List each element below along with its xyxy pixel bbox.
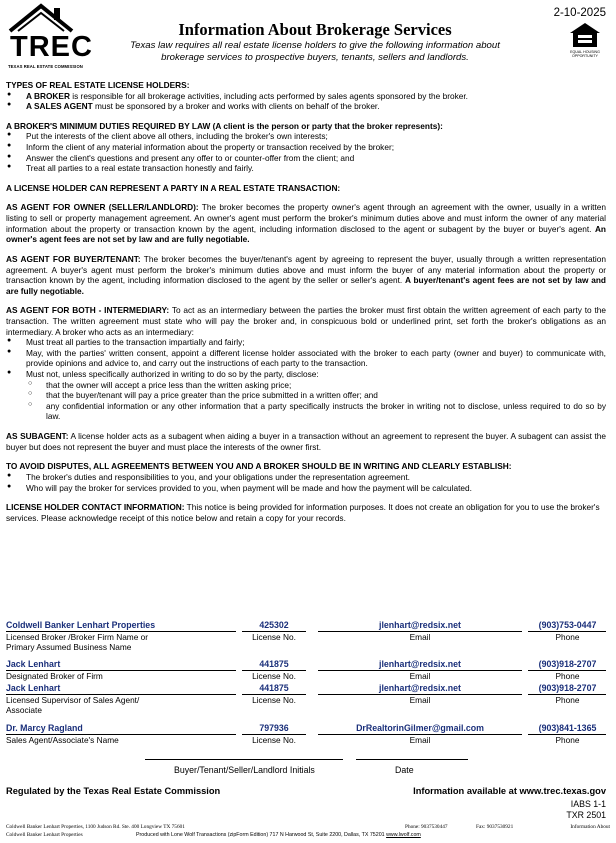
name-label: Licensed Supervisor of Sales Agent/ Associate [6, 695, 140, 716]
intermediary-section: AS AGENT FOR BOTH - INTERMEDIARY: To act as an intermediary between the parties the broker must first obtain the written agreement of each party to the transaction. The written agreement must state who will pay the broker and, in conspicuous bold or underlined print, set forth the broker's obligations as an intermediary. A broker who acts as an intermediary: ● Must treat all parties to the transaction impartially and fairly; ● May, with the parties' written consent, appoint a different license holder associated with the broker to each party (owner and buyer) to communicate with, provide opinions and advice to, and carry out the instructions of each party to the transaction. ● Must not, unless specifically authorized in writing to do so by the party, disclose: ○ that the owner will accept a price less than the written asking price; ○ that the buyer/tenant will pay a price greater than the price submitted in a written offer; and ○ any confidential information or any other information that a party specifically instructs the broker in writing not to disclose, unless required to do so by law. [6, 305, 606, 422]
list-item: ● Who will pay the broker for services provided to you, when payment will be made and how the payment will be calculated. [6, 483, 606, 494]
name-label: Licensed Broker /Broker Firm Name or Primary Assumed Business Name [6, 632, 149, 653]
list-item: ● The broker's duties and responsibilities to you, and your obligations under the representation agreement. [6, 472, 606, 483]
name-value[interactable]: Jack Lenhart [6, 659, 61, 669]
sub-list-item: ○ that the owner will accept a price less than the written asking price; [6, 380, 606, 391]
phone-label: Phone [555, 671, 580, 681]
name-label: Designated Broker of Firm [6, 671, 103, 681]
phone-value[interactable]: (903)841-1365 [538, 723, 597, 733]
phone-value[interactable]: (903)753-0447 [538, 620, 597, 630]
sub-list-item: ○ any confidential information or any other information that a party specifically instructs the broker in writing not to disclose, unless required to do so by law. [6, 401, 606, 422]
document-body [6, 80, 606, 523]
email-value[interactable]: DrRealtorinGilmer@gmail.com [356, 723, 484, 733]
list-item: ● A BROKER is responsible for all brokerage activities, including acts performed by sales agents sponsored by the broker. [6, 91, 606, 102]
license-label: License No. [252, 735, 296, 745]
list-item: ● Put the interests of the client above all others, including the broker's own interests; [6, 131, 606, 142]
license-value[interactable]: 441875 [259, 683, 289, 693]
owner-agent-section: AS AGENT FOR OWNER (SELLER/LANDLORD): The broker becomes the property owner's agent through an agreement with the owner, usually in a written listing to sell or property management agreement. An owner's agent must perform the broker's minimum duties above and must inform the owner of any material information about the property or transaction known by the agent, including information disclosed to the agent or subagent by the buyer or buyer's agent. An owner's agent fees are not set by law and are fully negotiable. [6, 202, 607, 245]
email-value[interactable]: jlenhart@redsix.net [379, 620, 461, 630]
phone-label: Phone [555, 632, 580, 642]
section-term: AS AGENT FOR BUYER/TENANT: [6, 253, 141, 264]
initials-label: Buyer/Tenant/Seller/Landlord Initials [174, 765, 315, 775]
section-term: AS AGENT FOR OWNER (SELLER/LANDLORD): [6, 202, 199, 213]
page-subtitle: Texas law requires all real estate license holders to give the following information about brokerage services to prospective buyers, tenants, sellers and landlords. [130, 40, 500, 63]
license-label: License No. [252, 671, 296, 681]
section-heading: A BROKER'S MINIMUM DUTIES REQUIRED BY LAW (A client is the person or party that the broker represents): [6, 120, 443, 131]
sub-list-item: ○ that the buyer/tenant will pay a price greater than the price submitted in a written offer; and [6, 390, 606, 401]
form-id: IABS 1-1 TXR 2501 [566, 799, 606, 820]
document-page: TREC TEXAS REAL ESTATE COMMISSION 2-10-2025 Information About Brokerage Services Texas law requires all real estate license holders to give the following information about brokerage services to prospective buyers, tenants, sellers and landlords. EQUAL HOUSING OPPORTUNITY TYPES OF REAL ESTATE LICENSE HOLDERS: ● A BROKER is responsible for all brokerage activities, including acts performed by sales agents sponsored by the broker. ● A SALES AGENT must be sponsored by a broker and works with clients on behalf of the broker. A BROKER'S MINIMUM DUTIES REQUIRED BY LAW (A client is the person or party that the broker represents): ● Put the interests of the client above all others, including the broker's own interests; ● Inform the client of any material information about the property or transaction received by the broker; ● Answer the client's questions and present any offer to or counter-offer from the client; and ● Treat all parties to a real estate transaction honestly and fairly. A LICENSE HOLDER CAN REPRESENT A PARTY IN A REAL ESTATE TRANSACTION: AS AGENT FOR OWNER (SELLER/LANDLORD): The broker becomes the property owner's agent through an agreement with the owner, usually in a written listing to sell or property management agreement. An owner's agent must perform the broker's minimum duties above and must inform the owner of any material information about the property or transaction known by the agent, including information disclosed to the agent or subagent by the buyer or buyer's agent. An owner's agent fees are not set by law and are fully negotiable. AS AGENT FOR BUYER/TENANT: The broker becomes the buyer/tenant's agent by agreeing to represent the buyer, usually through a written representation agreement. A buyer's agent must perform the broker's minimum duties above and must inform the buyer of any material information about the property or transaction known by the agent, including information disclosed to the agent by the seller or seller's agent. A buyer/tenant's agent fees are not set by law and are fully negotiable. AS AGENT FOR BOTH - INTERMEDIARY: To act as an intermediary between the parties the broker must first obtain the written agreement of each party to the transaction. The written agreement must state who will pay the broker and, in conspicuous bold or underlined print, set forth the broker's obligations as an intermediary. A broker who acts as an intermediary: ● Must treat all parties to the transaction impartially and fairly; ● May, with the parties' written consent, appoint a different license holder associated with the broker to each party (owner and buyer) to communicate with, provide opinions and advice to, and carry out the instructions of each party to the transaction. ● Must not, unless specifically authorized in writing to do so by the party, disclose: ○ that the owner will accept a price less than the written asking price; ○ that the buyer/tenant will pay a price greater than the price submitted in a written offer; and ○ any confidential information or any other information that a party specifically instructs the broker in writing not to disclose, unless required to do so by law. AS SUBAGENT: A license holder acts as a subagent when aiding a buyer in a transaction without an agreement to represent the buyer. A subagent can assist the buyer but does not represent the buyer and must place the interests of the owner first. TO AVOID DISPUTES, ALL AGREEMENTS BETWEEN YOU AND A BROKER SHOULD BE IN WRITING AND CLEARLY ESTABLISH: ● The broker's duties and responsibilities to you, and your obligations under the representation agreement. ● Who will pay the broker for services provided to you, when payment will be made and how the payment will be calculated. LICENSE HOLDER CONTACT INFORMATION: This notice is being provided for information purposes. It does not create an obligation for you to use the broker's services. Please acknowledge receipt of this notice below and retain a copy for your records. Coldwell Banker Lenhart Properties 425302 jlenhart@redsix.net (903)753-0447 Licensed Broker /Broker Firm Name or Primary Assumed Business Name License No. Email Phone Jack Lenhart 441875 jlenhart@redsix.net (903)918-2707 Designated Broker of Firm License No. Email Phone Jack Lenhart 441875 jlenhart@redsix.net (903)918-2707 Licensed Supervisor of Sales Agent/ Associate License No. Email Phone Dr. Marcy Ragland 797936 DrRealtorinGilmer@gmail.com (903)841-1365 Sales Agent/Associate's Name License No. Email Phone Buyer/Tenant/Seller/Landlord Initials Date Regulated by the Texas Real Estate Commission Information available at www.trec.texas.gov IABS 1-1 TXR 2501 Coldwell Banker Lenhart Properties, 1100 Judson Rd. Ste. 400 Longview TX 75601 Phone: 9037530447 Fax: 9037530921 Information About Coldwell Banker Lenhart Properties Produced with Lone Wolf Transactions (zipForm Edition) 717 N Harwood St, Suite 2200, Dallas, TX 75201 www.lwolf.com [0, 0, 616, 843]
page-title: Information About Brokerage Services [178, 20, 452, 39]
email-label: Email [409, 695, 431, 705]
name-value[interactable]: Jack Lenhart [6, 683, 61, 693]
initials-line[interactable] [145, 759, 343, 760]
name-value[interactable]: Coldwell Banker Lenhart Properties [6, 620, 156, 630]
list-item: ● May, with the parties' written consent, appoint a different license holder associated with the broker to each party (owner and buyer) to communicate with, provide opinions and advice to, and carry out the instructions of each party to the transaction. [6, 348, 606, 369]
name-label: Sales Agent/Associate's Name [6, 735, 119, 745]
date-label: Date [395, 765, 414, 775]
license-value[interactable]: 425302 [259, 620, 289, 630]
email-label: Email [409, 632, 431, 642]
lwolf-link[interactable]: www.lwolf.com [386, 832, 421, 838]
contact-section: LICENSE HOLDER CONTACT INFORMATION: This notice is being provided for information purposes. It does not create an obligation for you to use the broker's services. Please acknowledge receipt of this notice below and retain a copy for your records. [6, 502, 600, 523]
license-label: License No. [252, 632, 296, 642]
list-item: ● Answer the client's questions and present any offer to or counter-offer from the client; and [6, 153, 606, 164]
section-term: LICENSE HOLDER CONTACT INFORMATION: [6, 502, 185, 513]
list-item: ● Must not, unless specifically authorized in writing to do so by the party, disclose: [6, 369, 606, 380]
email-label: Email [409, 671, 431, 681]
list-item: ● Inform the client of any material information about the property or transaction received by the broker; [6, 142, 606, 153]
email-value[interactable]: jlenhart@redsix.net [379, 659, 461, 669]
list-item: ● Treat all parties to a real estate transaction honestly and fairly. [6, 163, 606, 174]
equal-housing-logo: EQUAL HOUSING OPPORTUNITY [562, 20, 608, 64]
represent-section [6, 183, 606, 194]
license-value[interactable]: 797936 [259, 723, 289, 733]
email-value[interactable]: jlenhart@redsix.net [379, 683, 461, 693]
name-value[interactable]: Dr. Marcy Ragland [6, 723, 83, 733]
equal-housing-icon [562, 20, 608, 50]
section-term: AS SUBAGENT: [6, 431, 69, 442]
license-label: License No. [252, 695, 296, 705]
section-heading: A LICENSE HOLDER CAN REPRESENT A PARTY IN A REAL ESTATE TRANSACTION: [6, 182, 341, 193]
minimum-duties-section [6, 121, 606, 174]
buyer-agent-section: AS AGENT FOR BUYER/TENANT: The broker becomes the buyer/tenant's agent by agreeing to represent the buyer, usually through a written representation agreement. A buyer's agent must perform the broker's minimum duties above and must inform the buyer of any material information about the property or transaction known by the agent, including information disclosed to the agent by the seller or seller's agent. A buyer/tenant's agent fees are not set by law and are fully negotiable. [6, 253, 606, 296]
date-line[interactable] [356, 759, 468, 760]
section-term: AS AGENT FOR BOTH - INTERMEDIARY: [6, 305, 170, 316]
info-available: Information available at www.trec.texas.gov [413, 786, 606, 796]
logo-text: TREC [10, 31, 93, 63]
logo-subtext: TEXAS REAL ESTATE COMMISSION [8, 64, 83, 69]
phone-value[interactable]: (903)918-2707 [538, 659, 597, 669]
email-label: Email [409, 735, 431, 745]
subagent-section: AS SUBAGENT: A license holder acts as a subagent when aiding a buyer in a transaction without an agreement to represent the buyer. A subagent can assist the buyer but does not represent the buyer and must place the interests of the owner first. [6, 431, 606, 452]
phone-label: Phone [555, 735, 580, 745]
list-item: ● A SALES AGENT must be sponsored by a broker and works with clients on behalf of the broker. [6, 101, 606, 112]
section-heading: TYPES OF REAL ESTATE LICENSE HOLDERS: [6, 80, 190, 90]
regulated-by: Regulated by the Texas Real Estate Commission [6, 786, 221, 796]
license-value[interactable]: 441875 [259, 659, 289, 669]
phone-label: Phone [555, 695, 580, 705]
phone-value[interactable]: (903)918-2707 [538, 683, 597, 693]
trec-logo [6, 3, 93, 73]
section-heading: TO AVOID DISPUTES, ALL AGREEMENTS BETWEEN YOU AND A BROKER SHOULD BE IN WRITING AND CLEARLY ESTABLISH: [6, 461, 512, 472]
form-date: 2-10-2025 [553, 7, 606, 19]
license-types-section [6, 80, 606, 112]
disputes-section [6, 461, 606, 493]
list-item: ● Must treat all parties to the transaction impartially and fairly; [6, 337, 606, 348]
